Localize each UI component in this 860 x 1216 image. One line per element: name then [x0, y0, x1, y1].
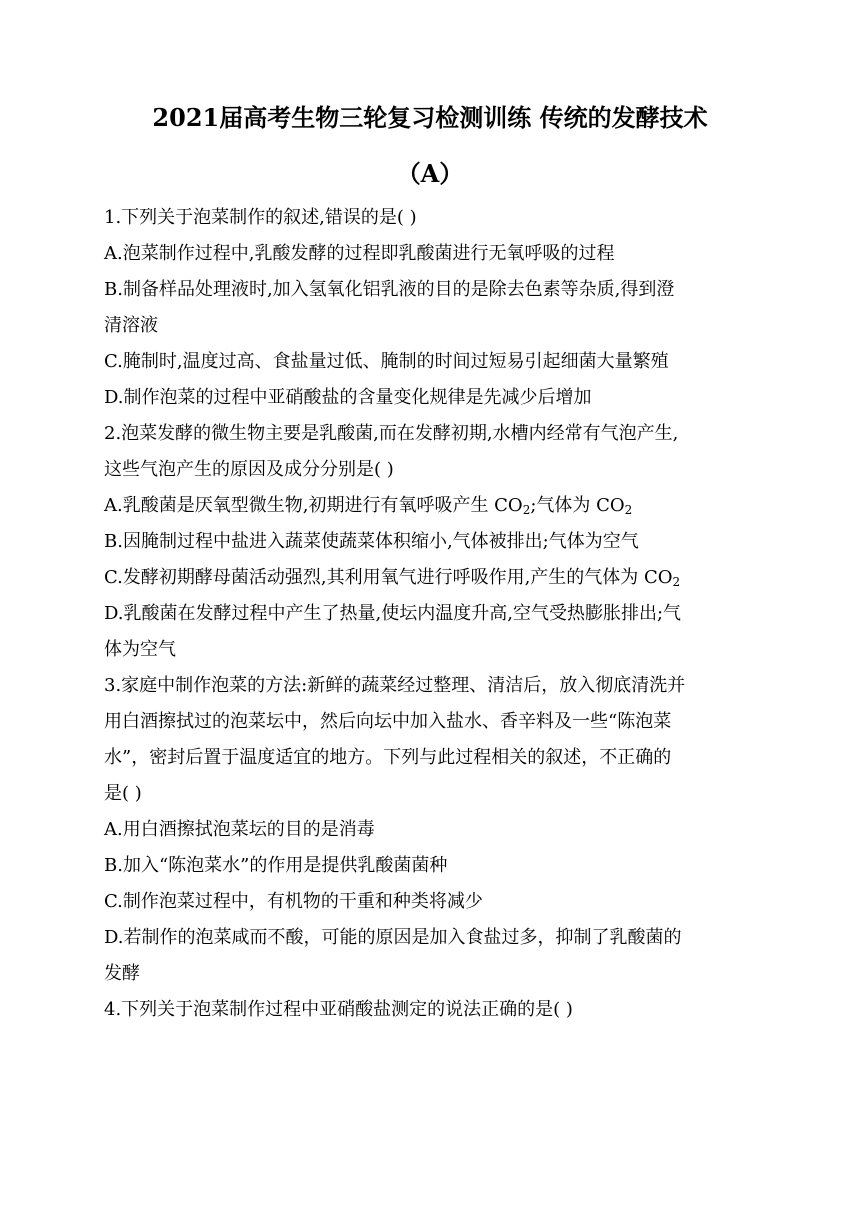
question-1-option-b-line1: B.制备样品处理液时,加入氢氧化铝乳液的目的是除去色素等杂质,得到澄: [104, 279, 675, 300]
question-2-stem-line2: 这些气泡产生的原因及成分分别是( ): [104, 459, 394, 480]
question-1-option-c: C.腌制时,温度过高、食盐量过低、腌制的时间过短易引起细菌大量繁殖: [104, 351, 669, 372]
question-2-option-d-line2: 体为空气: [104, 639, 176, 660]
question-1: [104, 200, 756, 416]
question-3-stem-line3: 水”，密封后置于温度适宜的地方。下列与此过程相关的叙述，不正确的: [104, 747, 672, 768]
question-1-stem: 1.下列关于泡菜制作的叙述,错误的是( ): [104, 207, 417, 228]
question-2-option-a-text-cont: ;气体为 CO: [530, 495, 625, 516]
document-page: [104, 100, 756, 1028]
question-4: [104, 992, 756, 1028]
question-3-option-b: B.加入“陈泡菜水”的作用是提供乳酸菌菌种: [104, 855, 448, 876]
co2-subscript: 2: [522, 503, 531, 517]
question-4-stem: 4.下列关于泡菜制作过程中亚硝酸盐测定的说法正确的是( ): [104, 999, 573, 1020]
question-2-option-c: [104, 560, 756, 596]
question-3: [104, 668, 756, 992]
question-3-option-a: A.用白酒擦拭泡菜坛的目的是消毒: [104, 819, 375, 840]
document-title: 2021届高考生物三轮复习检测训练 传统的发酵技术: [152, 103, 708, 132]
question-1-option-a: A.泡菜制作过程中,乳酸发酵的过程即乳酸菌进行无氧呼吸的过程: [104, 243, 615, 264]
question-2-option-d-line1: D.乳酸菌在发酵过程中产生了热量,使坛内温度升高,空气受热膨胀排出;气: [104, 603, 682, 624]
co2-subscript: 2: [672, 575, 681, 589]
question-2-option-b: B.因腌制过程中盐进入蔬菜使蔬菜体积缩小,气体被排出;气体为空气: [104, 531, 639, 552]
question-2-stem-line1: 2.泡菜发酵的微生物主要是乳酸菌,而在发酵初期,水槽内经常有气泡产生,: [104, 423, 679, 444]
question-3-option-c: C.制作泡菜过程中，有机物的干重和种类将减少: [104, 891, 483, 912]
question-3-option-d-line1: D.若制作的泡菜咸而不酸，可能的原因是加入食盐过多，抑制了乳酸菌的: [104, 927, 682, 948]
question-2: [104, 416, 756, 668]
question-3-stem-line1: 3.家庭中制作泡菜的方法:新鲜的蔬菜经过整理、清洁后，放入彻底清洗并: [104, 675, 686, 696]
question-3-stem-line4: 是( ): [104, 783, 142, 804]
question-2-option-a: [104, 488, 756, 524]
question-1-option-d: D.制作泡菜的过程中亚硝酸盐的含量变化规律是先减少后增加: [104, 387, 592, 408]
document-title-version: （A）: [396, 159, 464, 188]
question-3-option-d-line2: 发酵: [104, 963, 140, 984]
question-2-option-c-text: C.发酵初期酵母菌活动强烈,其利用氧气进行呼吸作用,产生的气体为 CO: [104, 567, 673, 588]
question-1-option-b-line2: 清溶液: [104, 315, 158, 336]
co2-subscript: 2: [624, 503, 633, 517]
question-2-option-a-text: A.乳酸菌是厌氧型微生物,初期进行有氧呼吸产生 CO: [104, 495, 523, 516]
question-3-stem-line2: 用白酒擦拭过的泡菜坛中，然后向坛中加入盐水、香辛料及一些“陈泡菜: [104, 711, 672, 732]
